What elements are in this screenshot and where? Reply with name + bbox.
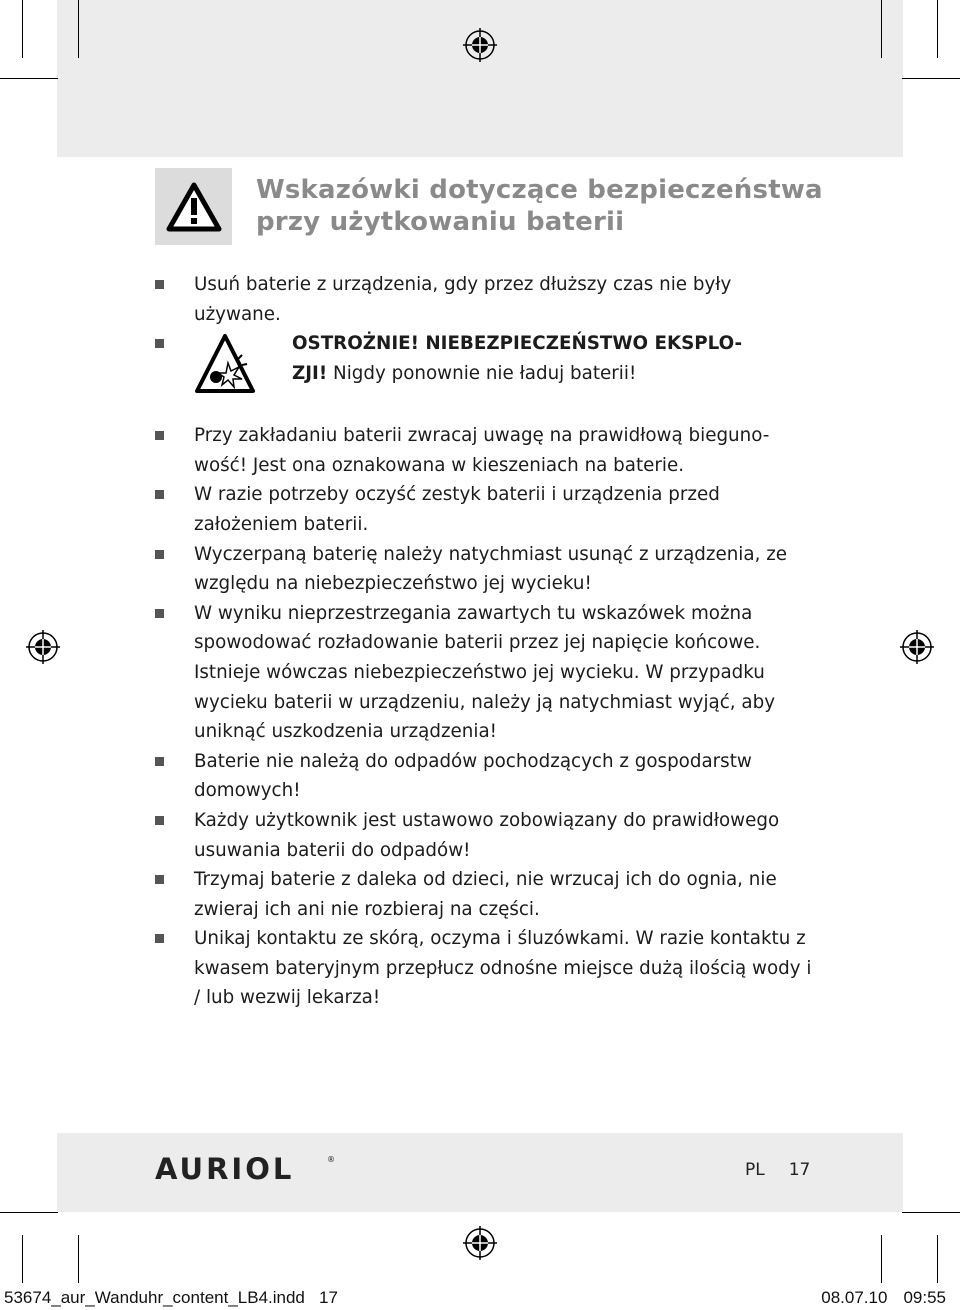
list-item-text: Przy zakładaniu baterii zwracaj uwagę na prawidłową bieguno-wość! Jest ona oznakowana w kieszeniach na baterie. bbox=[194, 425, 770, 476]
top-band bbox=[57, 0, 903, 157]
list-item bbox=[155, 270, 815, 329]
bullet-icon bbox=[155, 280, 164, 289]
list-item-text: Baterie nie należą do odpadów pochodzących z gospodarstw domowych! bbox=[194, 750, 752, 802]
registration-mark-icon bbox=[900, 630, 934, 664]
list-item bbox=[155, 599, 815, 747]
print-slug-datetime bbox=[821, 1288, 946, 1308]
title-icon-box bbox=[155, 168, 232, 245]
list-item bbox=[155, 540, 815, 599]
page-title-line-2: przy użytkowaniu baterii bbox=[256, 207, 625, 237]
list-item-text: Trzymaj baterie z daleka od dzieci, nie wrzucaj ich do ognia, nie zwieraj ich ani nie rozbieraj na części. bbox=[194, 869, 777, 920]
explosion-warning-text: Nigdy ponownie nie ładuj baterii! bbox=[327, 362, 637, 384]
crop-mark bbox=[937, 0, 938, 58]
list-item bbox=[155, 806, 815, 865]
list-item-text: Usuń baterie z urządzenia, gdy przez dłuższy czas nie były używane. bbox=[194, 274, 732, 325]
page-title-line-1: Wskazówki dotyczące bezpieczeństwa bbox=[256, 175, 823, 205]
explosion-hazard-icon bbox=[194, 333, 256, 395]
print-slug-file: 53674_aur_Wanduhr_content_LB4.indd 17 bbox=[4, 1288, 338, 1307]
crop-mark bbox=[22, 0, 23, 58]
list-item bbox=[155, 924, 815, 1013]
brand-logo-text: AURIOL bbox=[155, 1152, 295, 1184]
list-item bbox=[155, 747, 815, 806]
bullet-icon bbox=[155, 490, 164, 499]
explosion-warning-heading-cont: ZJI! bbox=[292, 362, 328, 384]
explosion-warning-heading: OSTROŻNIE! NIEBEZPIECZEŃSTWO EKSPLO- bbox=[292, 333, 743, 355]
page-number bbox=[745, 1160, 810, 1180]
page-title bbox=[256, 174, 823, 238]
list-item bbox=[155, 421, 815, 480]
list-item-text: W wyniku nieprzestrzegania zawartych tu wskazówek można spowodować rozładowanie baterii przez jej napięcie końcowe. Istnieje wówczas niebezpieczeństwo jej wycieku. W przypadku wycieku baterii w urządzeniu, należy ją natychmiast wyjąć, aby uniknąć uszkodzenia urządzenia! bbox=[194, 602, 776, 743]
bullet-icon bbox=[155, 875, 164, 884]
registration-mark-icon bbox=[26, 630, 60, 664]
auriol-logo bbox=[155, 1152, 335, 1184]
crop-mark bbox=[937, 1235, 938, 1283]
safety-list bbox=[155, 270, 815, 1013]
bullet-icon bbox=[155, 816, 164, 825]
crop-mark bbox=[0, 1212, 58, 1213]
list-item bbox=[155, 480, 815, 539]
page-number-value: 17 bbox=[788, 1160, 811, 1180]
list-item-text: W razie potrzeby oczyść zestyk baterii i urządzenia przed założeniem baterii. bbox=[194, 484, 720, 535]
print-slug-date: 08.07.10 bbox=[821, 1288, 888, 1307]
crop-mark bbox=[881, 1235, 882, 1283]
list-item-explosion-warning bbox=[155, 329, 815, 409]
bullet-icon bbox=[155, 934, 164, 943]
crop-mark bbox=[78, 0, 79, 58]
bullet-icon bbox=[155, 757, 164, 766]
registration-mark-icon bbox=[463, 28, 497, 62]
list-item-text: Unikaj kontaktu ze skórą, oczyma i śluzówkami. W razie kontaktu z kwasem bateryjnym przepłucz odnośne miejsce dużą ilością wody i / lub wezwij lekarza! bbox=[194, 928, 812, 1009]
crop-mark bbox=[78, 1235, 79, 1283]
crop-mark bbox=[22, 1235, 23, 1283]
bullet-icon bbox=[155, 550, 164, 559]
bullet-icon bbox=[155, 339, 164, 348]
list-item bbox=[155, 865, 815, 924]
crop-mark bbox=[0, 78, 58, 79]
list-item-text: Każdy użytkownik jest ustawowo zobowiązany do prawidłowego usuwania baterii do odpadów! bbox=[194, 809, 780, 861]
crop-mark bbox=[881, 0, 882, 58]
registered-mark: ® bbox=[327, 1155, 335, 1164]
registration-mark-icon bbox=[463, 1226, 497, 1260]
bullet-icon bbox=[155, 609, 164, 618]
bullet-icon bbox=[155, 431, 164, 440]
crop-mark bbox=[902, 1212, 960, 1213]
warning-triangle-icon bbox=[166, 182, 222, 232]
print-slug bbox=[0, 1288, 960, 1310]
page-language: PL bbox=[745, 1160, 765, 1180]
crop-mark bbox=[902, 78, 960, 79]
list-item-text: Wyczerpaną baterię należy natychmiast usunąć z urządzenia, ze względu na niebezpieczeństwo jej wycieku! bbox=[194, 543, 788, 595]
print-slug-time: 09:55 bbox=[903, 1288, 946, 1307]
